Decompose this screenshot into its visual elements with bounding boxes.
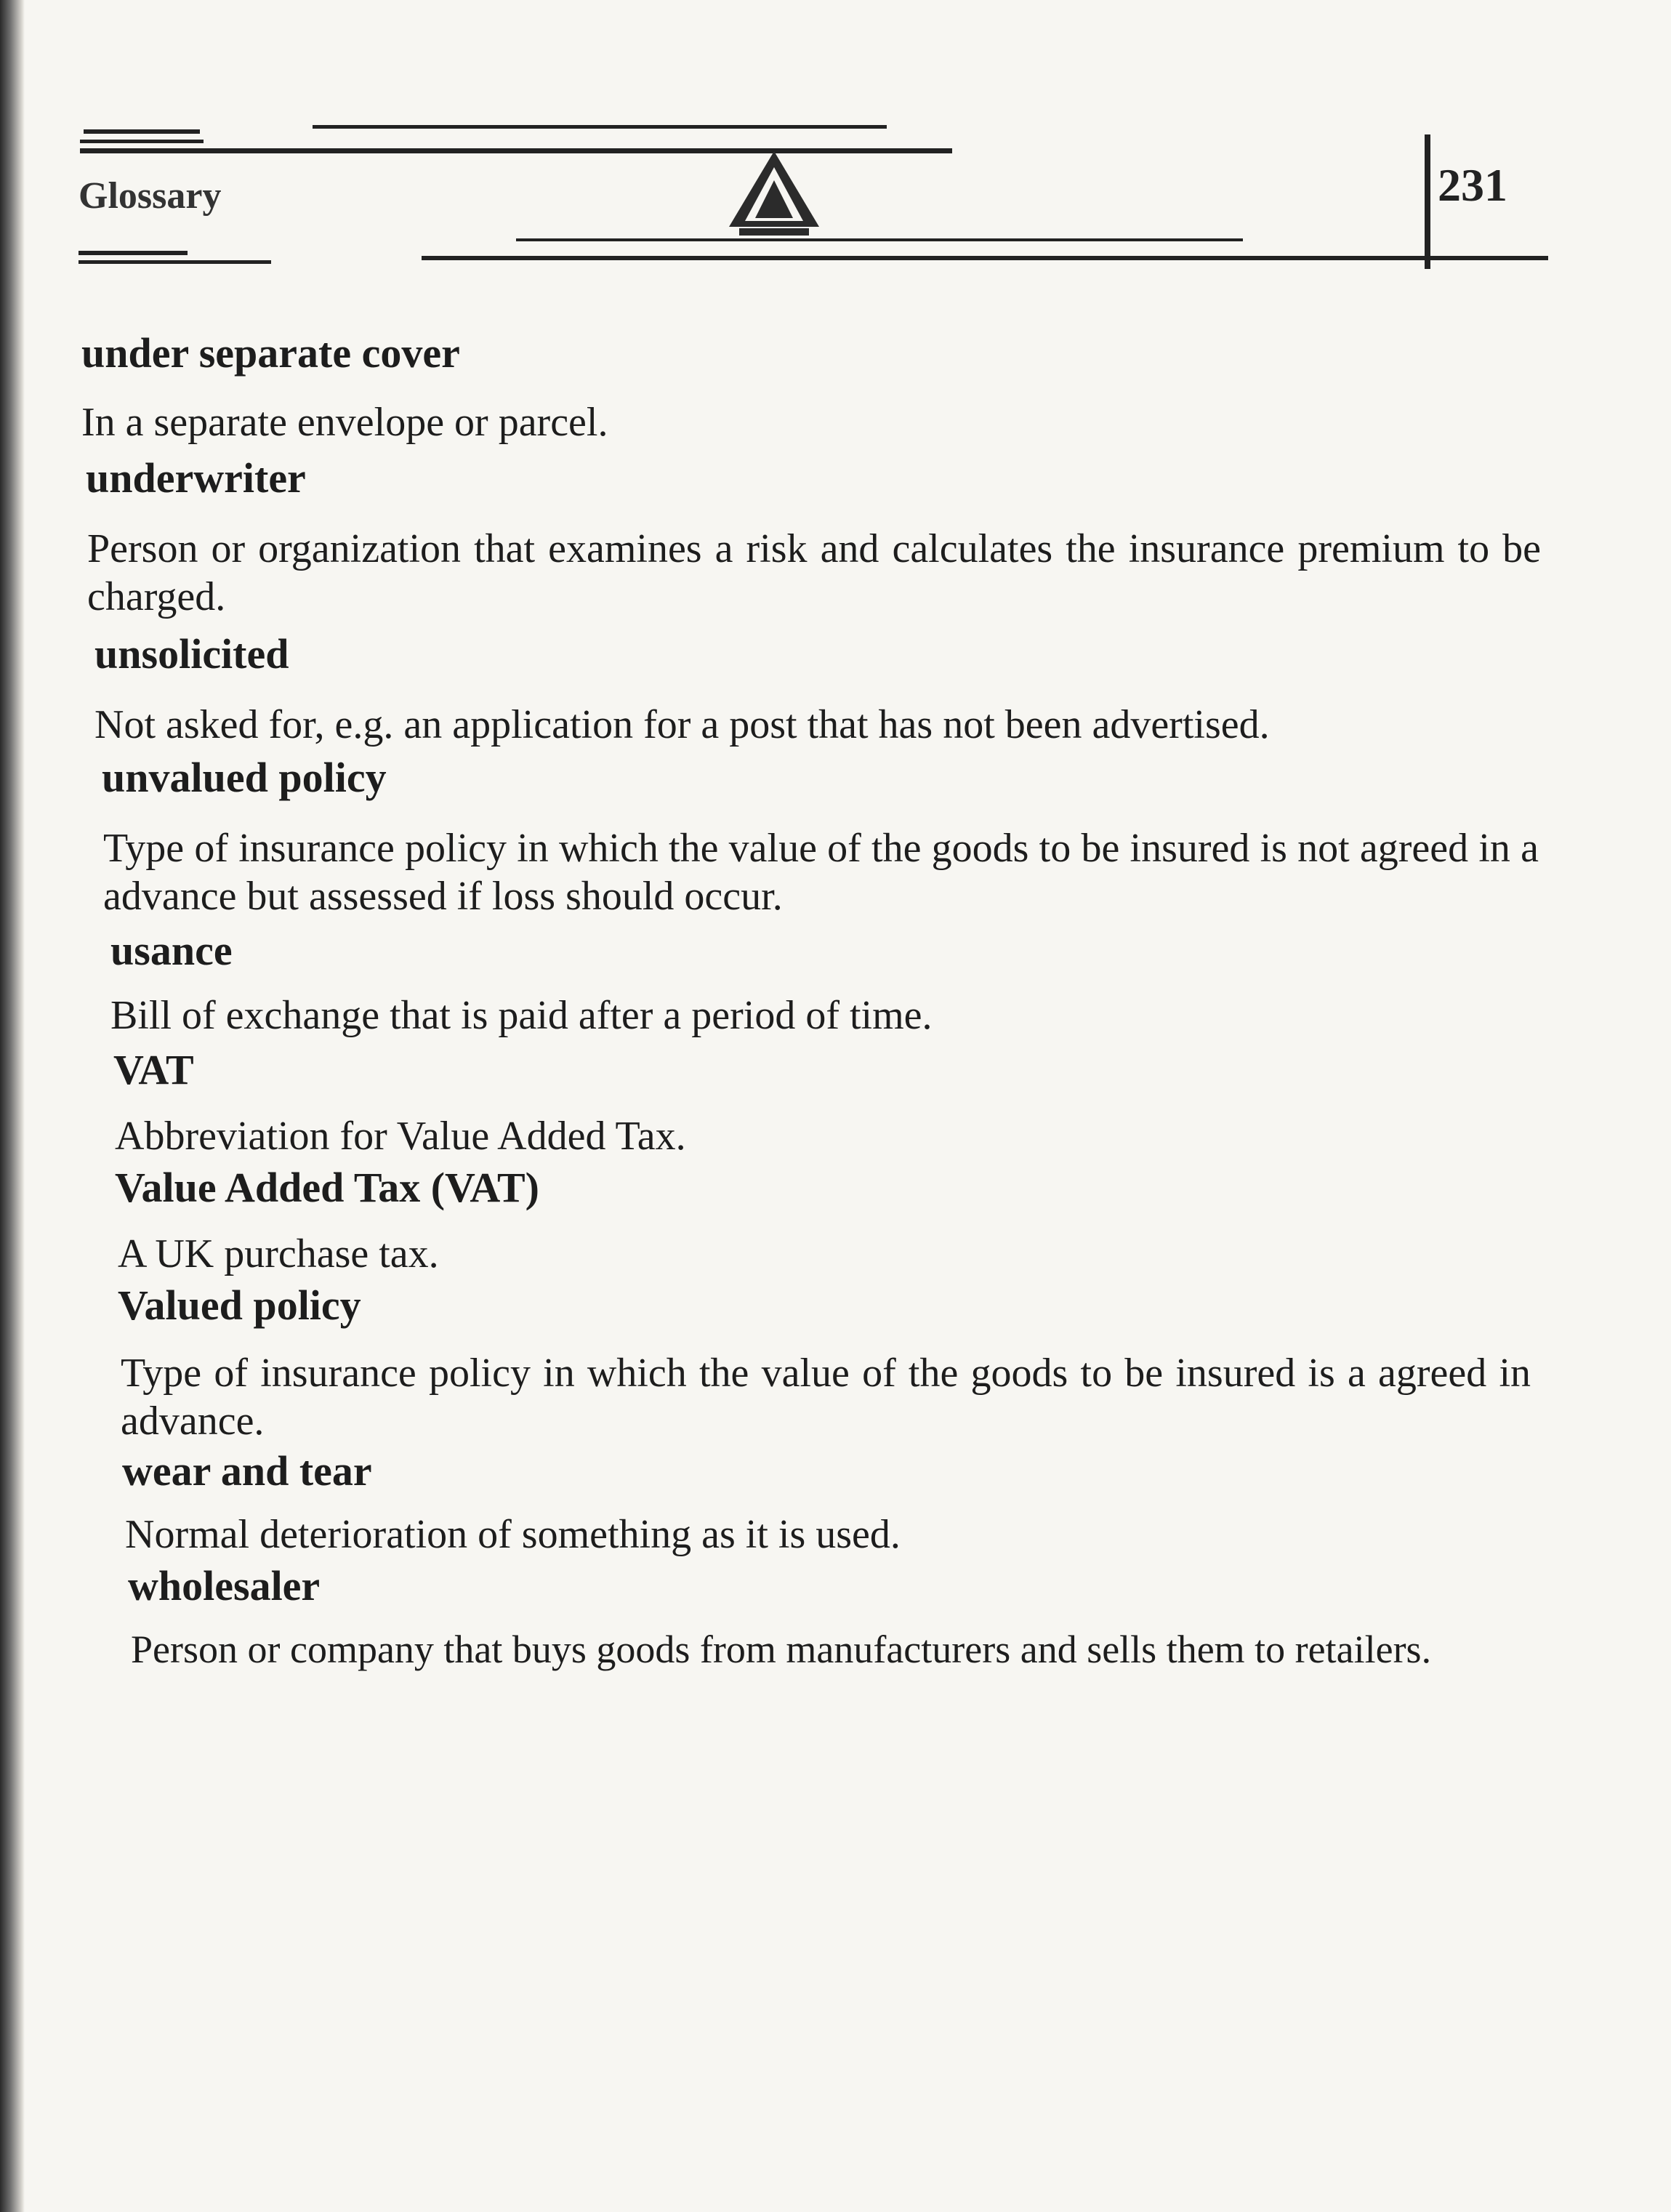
entry-term: Valued policy	[118, 1282, 361, 1329]
header-rule	[422, 256, 1548, 260]
running-title: Glossary	[78, 175, 222, 217]
header-rule	[313, 125, 887, 129]
entry-term: usance	[110, 927, 233, 974]
entry-definition: Type of insurance policy in which the value of the goods to be insured is not agreed in a advance but assessed if loss should occur.	[103, 826, 1539, 919]
entry-definition: Not asked for, e.g. an application for a post that has not been advertised.	[94, 702, 1270, 747]
entry-definition: Abbreviation for Value Added Tax.	[115, 1114, 686, 1159]
header-rule	[78, 260, 271, 264]
entry-term: underwriter	[86, 454, 306, 502]
entry-term: unsolicited	[94, 630, 289, 677]
header-divider	[1425, 134, 1430, 269]
entry-definition: Type of insurance policy in which the value of the goods to be insured is a agreed in advance.	[121, 1351, 1531, 1444]
header-rule	[84, 129, 200, 134]
entry-definition: Person or company that buys goods from manufacturers and sells them to retailers.	[131, 1628, 1432, 1671]
entry-term: under separate cover	[81, 329, 460, 377]
entry-definition: A UK purchase tax.	[118, 1231, 439, 1276]
header-rule	[516, 238, 1243, 241]
header-rule	[80, 140, 204, 143]
page-number: 231	[1438, 159, 1507, 211]
page-binding-edge	[0, 0, 25, 2212]
entry-definition: Person or organization that examines a risk and calculates the insurance premium to be charged.	[87, 526, 1541, 619]
header-rule	[78, 251, 188, 255]
publisher-logo-icon	[723, 145, 825, 240]
entry-definition: Normal deterioration of something as it is used.	[125, 1512, 901, 1557]
entry-definition: In a separate envelope or parcel.	[81, 400, 608, 445]
entry-term: Value Added Tax (VAT)	[115, 1164, 539, 1211]
entry-term: wear and tear	[122, 1447, 372, 1495]
entry-term: wholesaler	[128, 1562, 321, 1609]
entry-definition: Bill of exchange that is paid after a period of time.	[110, 993, 933, 1038]
entry-term: VAT	[113, 1046, 194, 1093]
entry-term: unvalued policy	[102, 754, 387, 801]
